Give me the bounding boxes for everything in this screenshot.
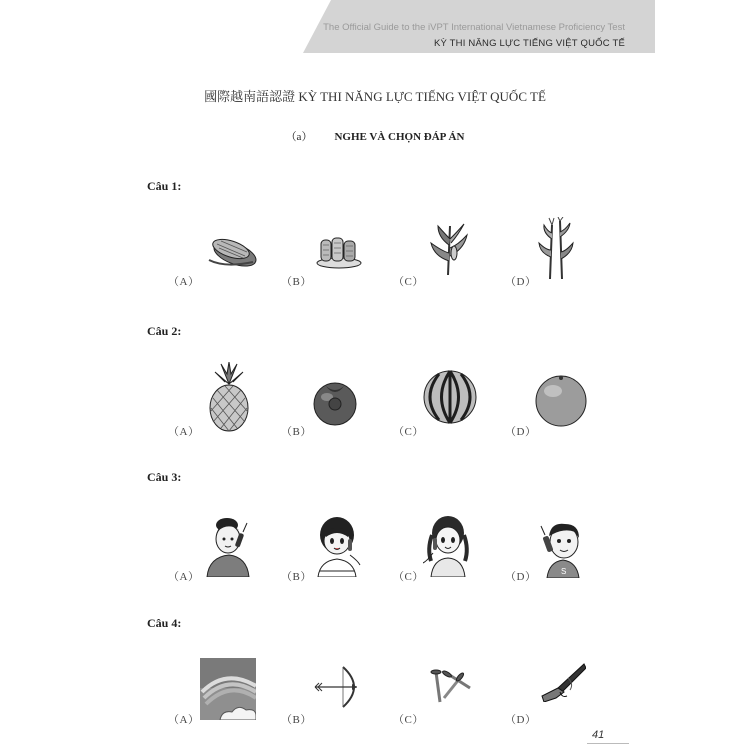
question-1-label: Câu 1:	[147, 179, 182, 193]
question-4-label: Câu 4:	[147, 616, 182, 630]
option-c-label[interactable]: （C）	[393, 571, 424, 583]
option-d-label[interactable]: （D）	[505, 426, 537, 438]
question-2-label: Câu 2:	[147, 324, 182, 338]
header-subtitle: The Official Guide to the iVPT International Vietnamese Proficiency Test	[323, 22, 625, 33]
option-c-label[interactable]: （C）	[393, 714, 424, 726]
section-title	[0, 128, 750, 144]
boy-phone-icon	[537, 518, 583, 578]
option-c-label[interactable]: （C）	[393, 426, 424, 438]
option-b-label[interactable]: （B）	[281, 571, 312, 583]
page-title: 國際越南語認證 KỲ THI NĂNG LỰC TIẾNG VIỆT QUỐC TẾ	[204, 89, 546, 104]
option-b-label[interactable]: （B）	[281, 714, 312, 726]
page-number-rule	[587, 743, 629, 744]
bow-arrow-icon	[313, 665, 359, 709]
section-marker: （a）	[285, 131, 313, 143]
rainbow-icon	[200, 658, 256, 720]
woman-phone-icon	[205, 515, 253, 577]
pineapple-icon	[207, 362, 251, 432]
page-number: 41	[592, 729, 605, 741]
svg-text:S: S	[561, 567, 567, 576]
option-a-label[interactable]: （A）	[168, 571, 200, 583]
rifle-icon	[540, 662, 586, 702]
section-heading: NGHE VÀ CHỌN ĐÁP ÁN	[334, 131, 465, 143]
option-a-label[interactable]: （A）	[168, 276, 200, 288]
nails-icon	[430, 668, 472, 704]
corn-plate-icon	[316, 235, 362, 269]
option-d-label[interactable]: （D）	[505, 571, 537, 583]
header-banner	[303, 0, 655, 53]
watermelon-icon	[423, 370, 477, 424]
corn-cobs-icon	[207, 232, 259, 272]
option-b-label[interactable]: （B）	[281, 276, 312, 288]
orange-icon	[533, 373, 589, 427]
corn-stalks-icon	[538, 217, 574, 279]
option-b-label[interactable]: （B）	[281, 426, 312, 438]
girl-braids-phone-icon	[423, 513, 473, 577]
question-3-label: Câu 3:	[147, 470, 182, 484]
option-a-label[interactable]: （A）	[168, 714, 200, 726]
corn-plant-icon	[430, 221, 468, 275]
option-d-label[interactable]: （D）	[505, 276, 537, 288]
mangosteen-icon	[312, 380, 358, 426]
option-a-label[interactable]: （A）	[168, 426, 200, 438]
header-title: KỲ THI NĂNG LỰC TIẾNG VIỆT QUỐC TẾ	[433, 38, 625, 49]
option-d-label[interactable]: （D）	[505, 714, 537, 726]
option-c-label[interactable]: （C）	[393, 276, 424, 288]
girl-phone-icon	[312, 515, 362, 577]
